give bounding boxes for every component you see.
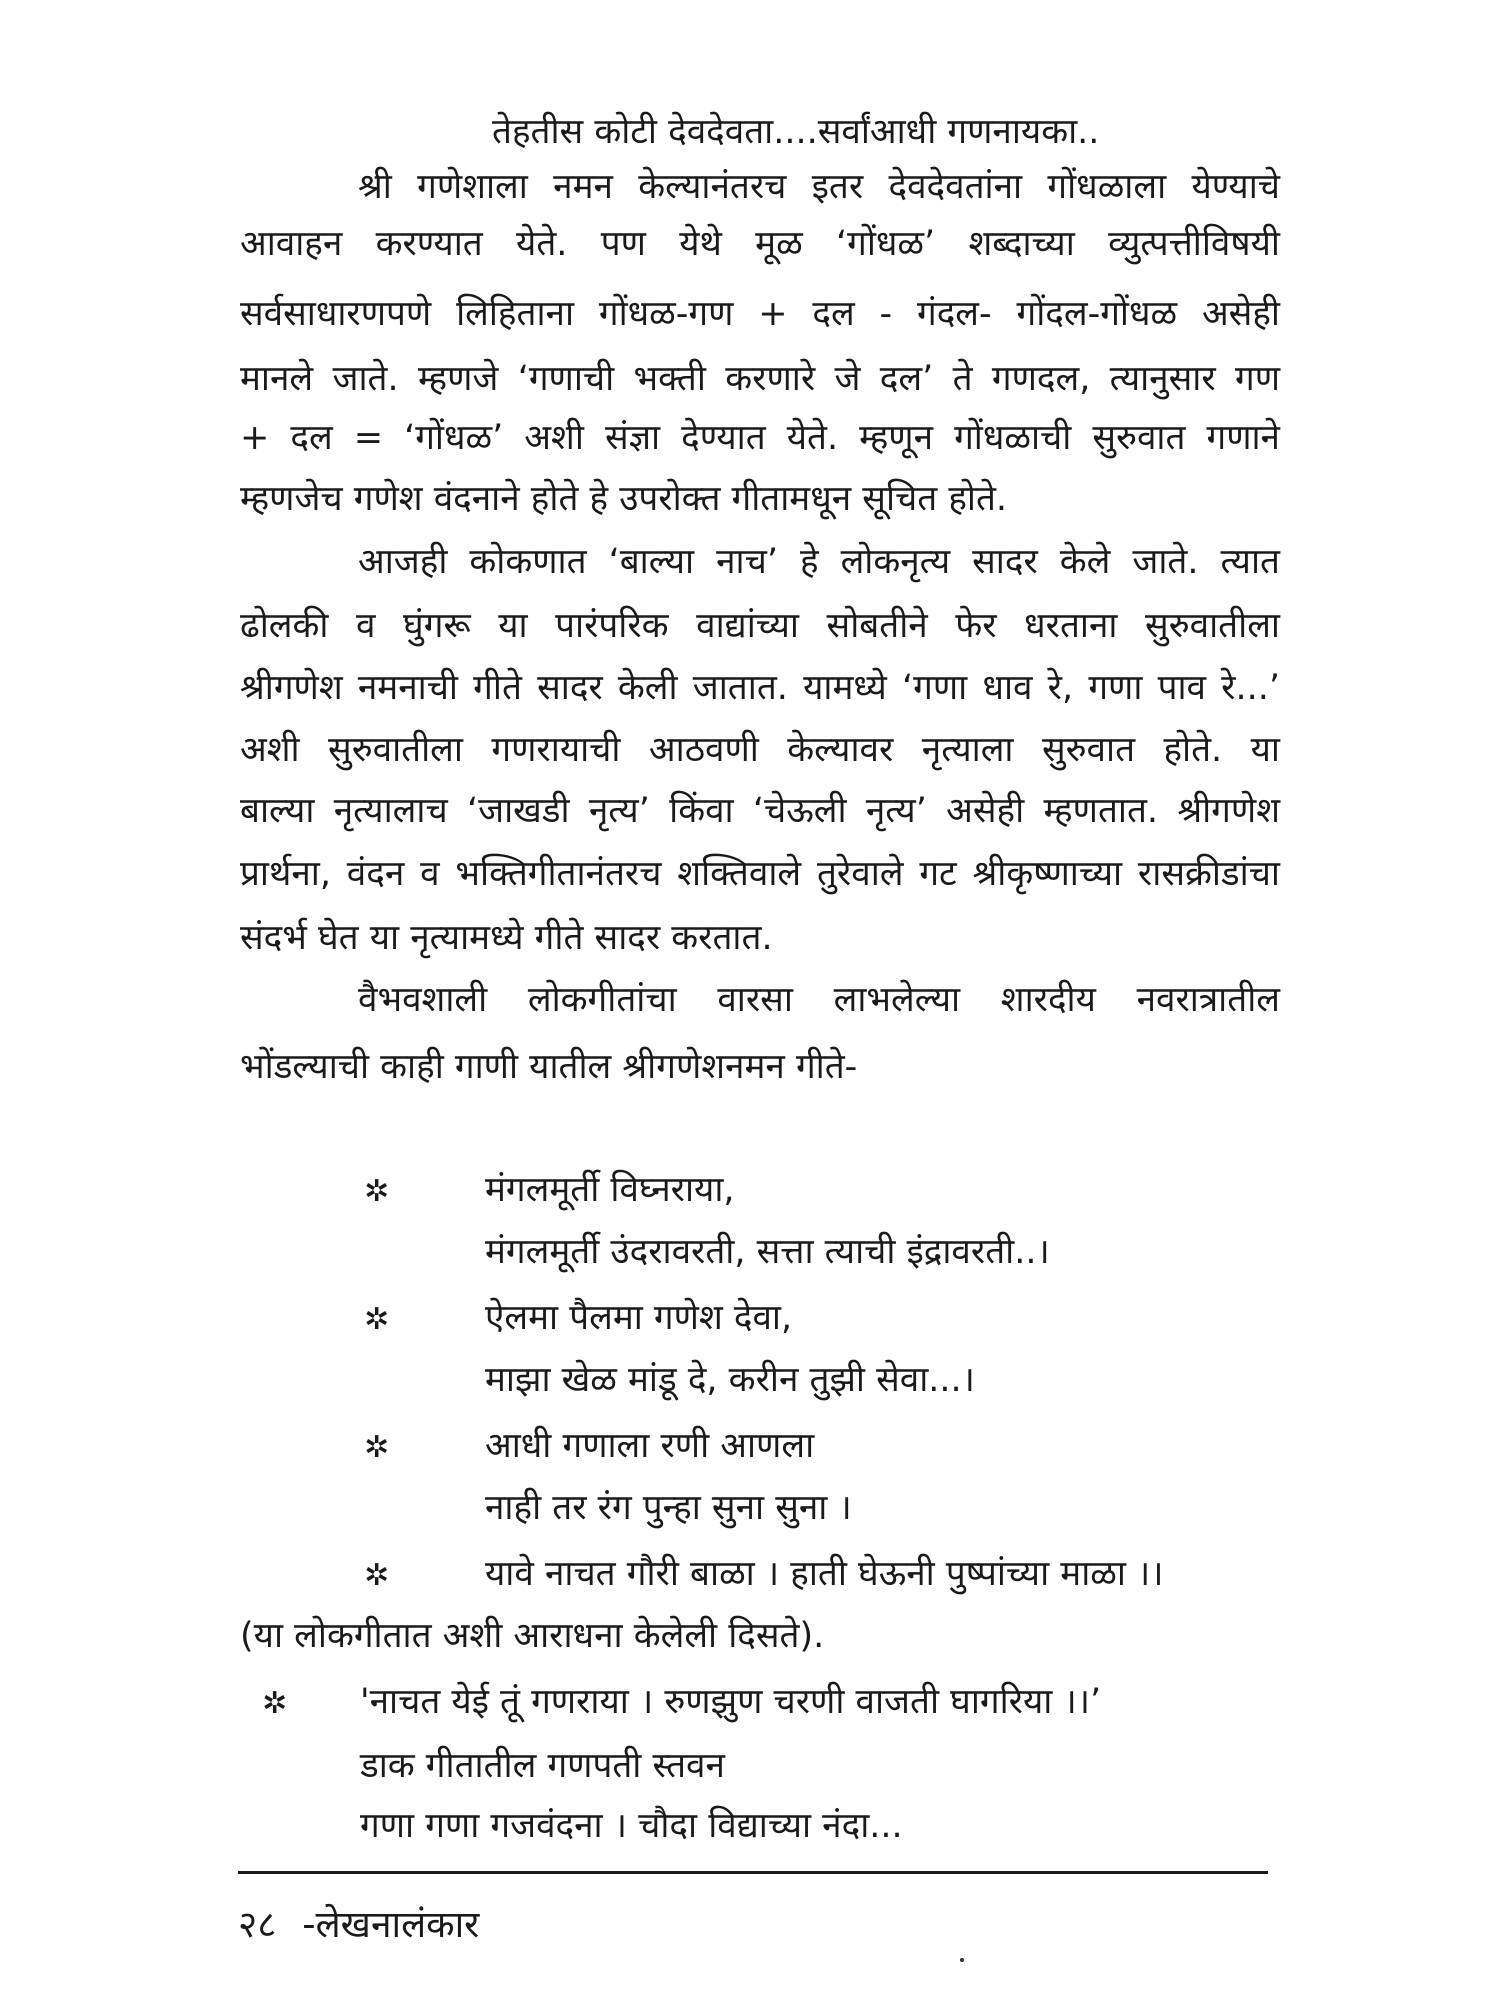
paragraph-2-line-4: अशी सुरुवातीला गणरायाची आठवणी केल्यावर नृत्याला सुरुवात होते. या (240, 730, 1280, 770)
verse-2-line-1: ऐलमा पैलमा गणेश देवा, (485, 1298, 793, 1338)
verse-4-line-1: यावे नाचत गौरी बाळा । हाती घेऊनी पुष्पांच्या माळा ।। (485, 1554, 1164, 1594)
paragraph-2-line-6: प्रार्थना, वंदन व भक्तिगीतानंतरच शक्तिवाले तुरेवाले गट श्रीकृष्णाच्या रासक्रीडांचा (240, 854, 1280, 894)
paragraph-2-line-3: श्रीगणेश नमनाची गीते सादर केली जातात. यामध्ये ‘गणा धाव रे, गणा पाव रे...’ (240, 668, 1280, 708)
verse-2-line-2: माझा खेळ मांडू दे, करीन तुझी सेवा...। (485, 1360, 975, 1400)
verse-bullet-icon: ✲ (262, 1686, 288, 1721)
paragraph-2-line-2: ढोलकी व घुंगरू या पारंपरिक वाद्यांच्या सोबतीने फेर धरताना सुरुवातीला (240, 606, 1280, 646)
speck-mark (960, 1958, 964, 1962)
footer-rule (238, 1871, 1268, 1874)
page-footer (238, 1900, 479, 1950)
page-number: २८ (238, 1903, 277, 1946)
verse-3-line-1: आधी गणाला रणी आणला (485, 1426, 815, 1466)
paragraph-3-line-1: वैभवशाली लोकगीतांचा वारसा लाभलेल्या शारदीय नवरात्रातील (358, 980, 1280, 1020)
verse-bullet-icon: ✲ (364, 1558, 390, 1593)
paragraph-1-line-1: श्री गणेशाला नमन केल्यानंतरच इतर देवदेवतांना गोंधळाला येण्याचे (358, 167, 1280, 207)
verse-3-line-2: नाही तर रंग पुन्हा सुना सुना । (485, 1488, 852, 1528)
book-title: -लेखनालंकार (302, 1903, 480, 1946)
dak-line-3: गणा गणा गजवंदना । चौदा विद्याच्या नंदा... (360, 1806, 903, 1846)
paragraph-2-line-7: संदर्भ घेत या नृत्यामध्ये गीते सादर करतात. (240, 918, 773, 958)
verse-bullet-icon: ✲ (364, 1302, 390, 1337)
paragraph-1-line-3: सर्वसाधारणपणे लिहिताना गोंधळ-गण + दल - गंदल- गोंदल-गोंधळ असेही (240, 294, 1280, 334)
heading-line: तेहतीस कोटी देवदेवता....सर्वांआधी गणनायका.. (492, 112, 1100, 152)
dak-line-2: डाक गीतातील गणपती स्तवन (360, 1746, 725, 1786)
verse-bullet-icon: ✲ (364, 1174, 390, 1209)
paragraph-3-line-2: भोंडल्याची काही गाणी यातील श्रीगणेशनमन गीते- (240, 1047, 858, 1087)
verse-bullet-icon: ✲ (364, 1430, 390, 1465)
paragraph-2-line-5: बाल्या नृत्यालाच ‘जाखडी नृत्य’ किंवा ‘चेऊली नृत्य’ असेही म्हणतात. श्रीगणेश (240, 791, 1280, 831)
paragraph-1-line-2: आवाहन करण्यात येते. पण येथे मूळ ‘गोंधळ’ शब्दाच्या व्युत्पत्तीविषयी (240, 224, 1280, 264)
paragraph-1-line-5: + दल = ‘गोंधळ’ अशी संज्ञा देण्यात येते. म्हणून गोंधळाची सुरुवात गणाने (240, 418, 1280, 458)
verse-1-line-2: मंगलमूर्ती उंदरावरती, सत्ता त्याची इंद्रावरती..। (485, 1232, 1050, 1272)
dak-line-1: 'नाचत येई तूं गणराया । रुणझुण चरणी वाजती घागरिया ।।’ (360, 1682, 1102, 1722)
paragraph-1-line-6: म्हणजेच गणेश वंदनाने होते हे उपरोक्त गीतामधून सूचित होते. (240, 479, 1008, 519)
paragraph-2-line-1: आजही कोकणात ‘बाल्या नाच’ हे लोकनृत्य सादर केले जाते. त्यात (358, 542, 1280, 582)
paragraph-1-line-4: मानले जाते. म्हणजे ‘गणाची भक्ती करणारे जे दल’ ते गणदल, त्यानुसार गण (240, 359, 1280, 399)
verse-1-line-1: मंगलमूर्ती विघ्नराया, (485, 1170, 735, 1210)
note-line: (या लोकगीतात अशी आराधना केलेली दिसते). (240, 1616, 825, 1656)
